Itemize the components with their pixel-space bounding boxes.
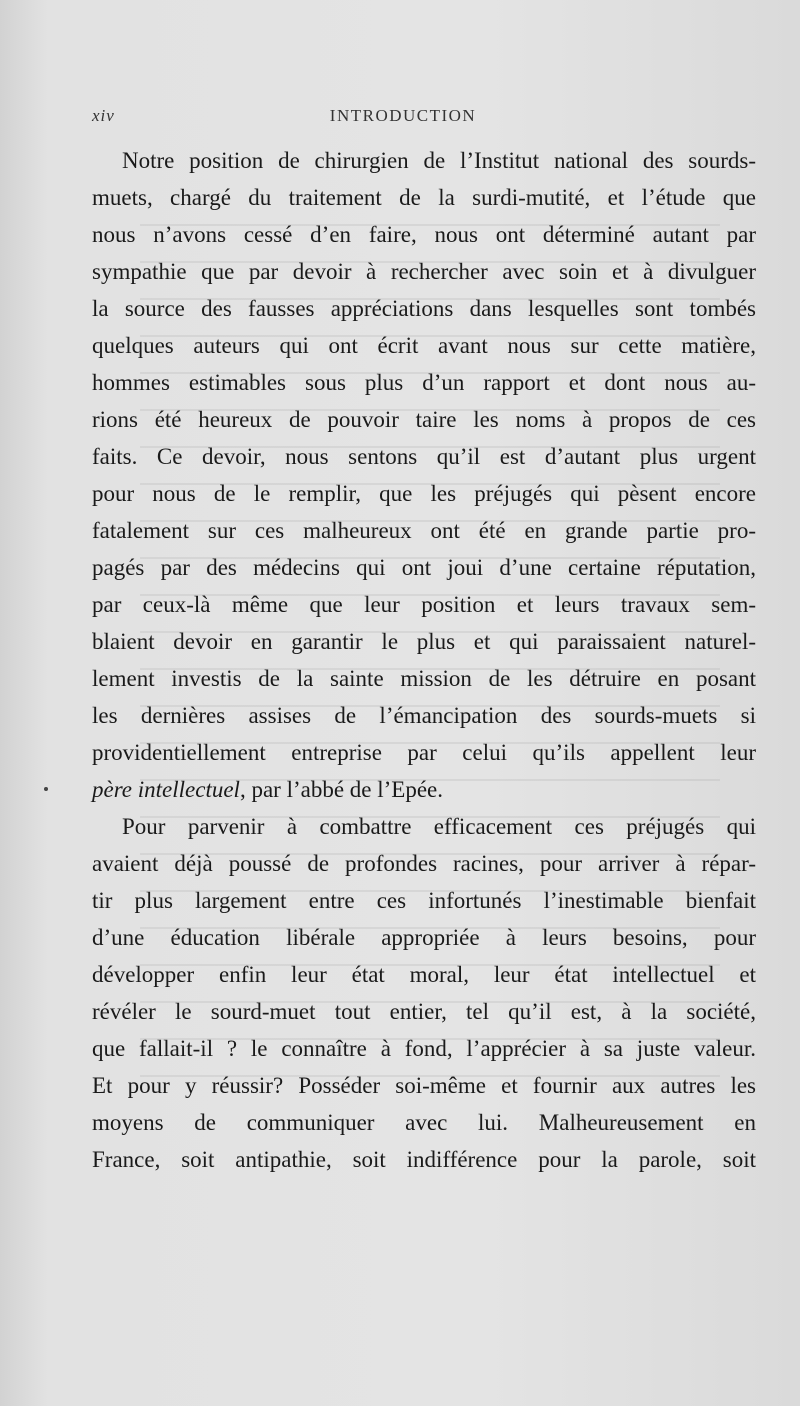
text-line: Pour parvenir à combattre efficacement ces préjugés qui bbox=[122, 814, 756, 839]
text-line: providentiellement entreprise par celui qu’ils appellent leur bbox=[92, 740, 756, 765]
running-head: INTRODUCTION bbox=[329, 106, 477, 125]
paragraph-2 bbox=[92, 808, 756, 1178]
text-line: hommes estimables sous plus d’un rapport et dont nous au- bbox=[92, 370, 756, 395]
text-line-tail: , par l’abbé de l’Epée. bbox=[239, 777, 444, 802]
text-line: moyens de communiquer avec lui. Malheureusement en bbox=[92, 1110, 756, 1135]
text-line-final bbox=[92, 771, 756, 808]
text-line: les dernières assises de l’émancipation des sourds-muets si bbox=[92, 703, 756, 728]
text-line: développer enfin leur état moral, leur état intellectuel et bbox=[92, 962, 756, 987]
text-line: blaient devoir en garantir le plus et qui paraissaient naturel- bbox=[92, 629, 756, 654]
page-header bbox=[92, 106, 714, 134]
text-line: quelques auteurs qui ont écrit avant nous sur cette matière, bbox=[92, 333, 756, 358]
text-line: d’une éducation libérale appropriée à leurs besoins, pour bbox=[92, 925, 756, 950]
text-line: sympathie que par devoir à rechercher avec soin et à divulguer bbox=[92, 259, 756, 284]
text-line: tir plus largement entre ces infortunés l’inestimable bienfait bbox=[92, 888, 756, 913]
text-line: lement investis de la sainte mission de les détruire en posant bbox=[92, 666, 756, 691]
text-line: Notre position de chirurgien de l’Institut national des sourds- bbox=[122, 148, 756, 173]
text-line: Et pour y réussir? Posséder soi-même et fournir aux autres les bbox=[92, 1073, 756, 1098]
text-line: muets, chargé du traitement de la surdi-mutité, et l’étude que bbox=[92, 185, 756, 210]
text-line: fatalement sur ces malheureux ont été en grande partie pro- bbox=[92, 518, 756, 543]
text-line: France, soit antipathie, soit indifférence pour la parole, soit bbox=[92, 1147, 756, 1172]
ink-speck bbox=[44, 787, 48, 791]
italic-phrase: père intellectuel bbox=[92, 777, 240, 802]
text-line: que fallait-il ? le connaître à fond, l’apprécier à sa juste valeur. bbox=[92, 1036, 756, 1061]
text-line: la source des fausses appréciations dans lesquelles sont tombés bbox=[92, 296, 756, 321]
text-line: par ceux-là même que leur position et leurs travaux sem- bbox=[92, 592, 756, 617]
body-text bbox=[92, 142, 756, 1178]
paragraph-1 bbox=[92, 142, 756, 808]
text-line: rions été heureux de pouvoir taire les noms à propos de ces bbox=[92, 407, 756, 432]
text-line: pour nous de le remplir, que les préjugés qui pèsent encore bbox=[92, 481, 756, 506]
text-line: révéler le sourd-muet tout entier, tel qu’il est, à la société, bbox=[92, 999, 756, 1024]
text-line: pagés par des médecins qui ont joui d’une certaine réputation, bbox=[92, 555, 756, 580]
text-line: faits. Ce devoir, nous sentons qu’il est d’autant plus urgent bbox=[92, 444, 756, 469]
text-line: avaient déjà poussé de profondes racines, pour arriver à répar- bbox=[92, 851, 756, 876]
page-number: xiv bbox=[92, 106, 115, 125]
text-line: nous n’avons cessé d’en faire, nous ont déterminé autant par bbox=[92, 222, 756, 247]
